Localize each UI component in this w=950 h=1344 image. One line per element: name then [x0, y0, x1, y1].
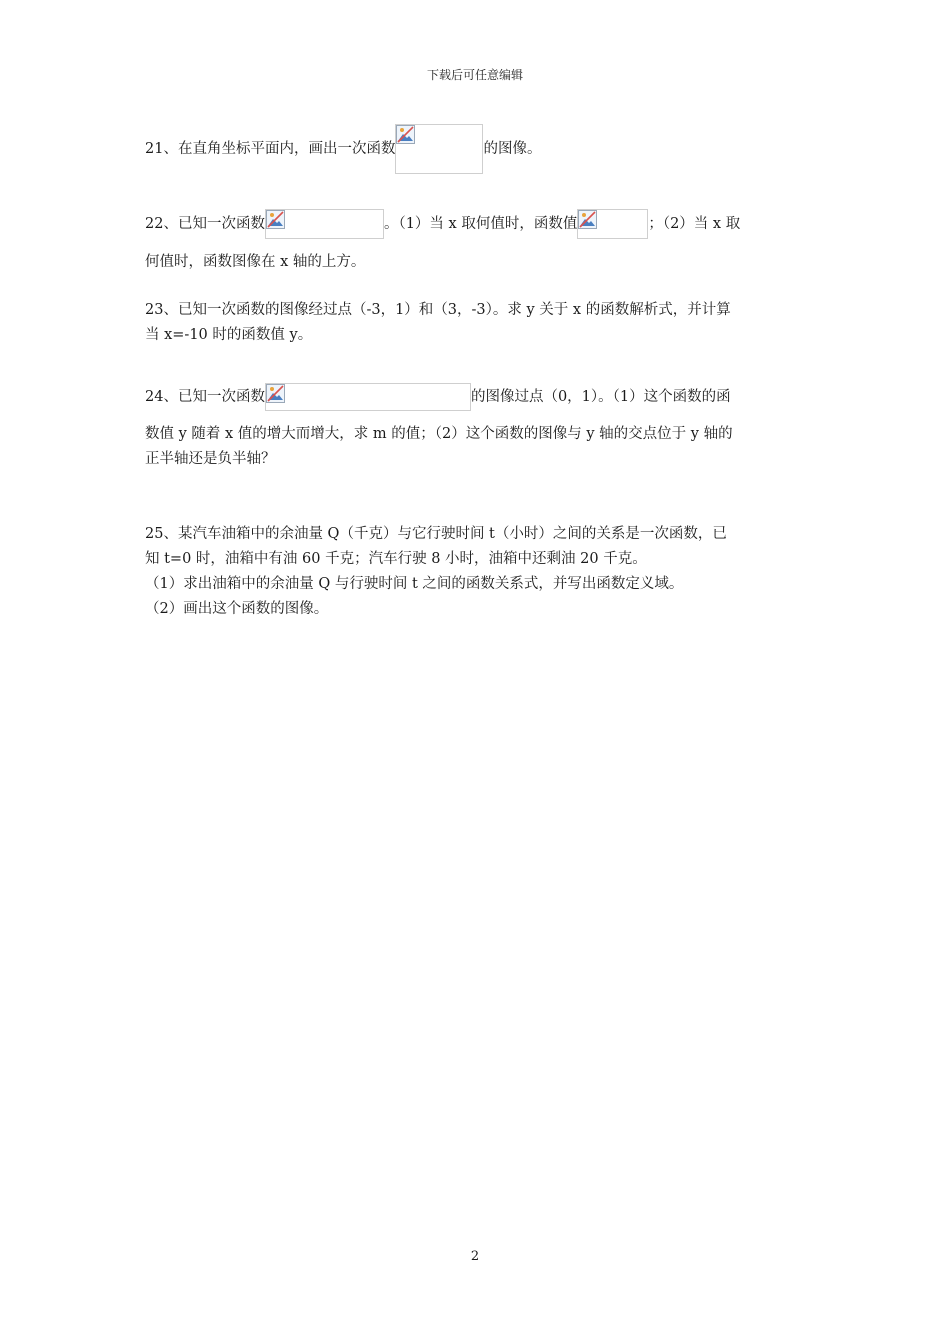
q22-line-2: 何值时，函数图像在 x 轴的上方。	[145, 254, 366, 270]
q25-line-4: （2）画出这个函数的图像。	[145, 601, 329, 617]
page-number: 2	[470, 1249, 480, 1264]
q25-line-3: （1）求出油箱中的余油量 Q 与行驶时间 t 之间的函数关系式，并写出函数定义域。	[145, 576, 684, 592]
q25-line-2: 知 t=0 时，油箱中有油 60 千克；汽车行驶 8 小时，油箱中还剩油 20 千克。	[145, 551, 647, 567]
question-24	[145, 383, 807, 472]
q21-formula-image	[395, 124, 483, 174]
q21-text-before: 21、在直角坐标平面内，画出一次函数	[145, 141, 396, 157]
broken-image-icon	[578, 210, 597, 229]
q24-line-2: 数值 y 随着 x 值的增大而增大，求 m 的值；（2）这个函数的图像与 y 轴的交点位于 y 轴的	[145, 426, 733, 442]
q22-text-mid: 。（1）当 x 取何值时，函数值	[383, 216, 578, 232]
q23-line-2: 当 x=-10 时的函数值 y。	[145, 327, 313, 343]
q24-formula-image	[265, 383, 471, 411]
q25-line-1: 25、某汽车油箱中的余油量 Q（千克）与它行驶时间 t（小时）之间的关系是一次函数，已	[145, 526, 727, 542]
q24-line-3: 正半轴还是负半轴？	[145, 451, 276, 467]
broken-image-icon	[266, 384, 285, 403]
q22-text-before: 22、已知一次函数	[145, 216, 265, 232]
broken-image-icon	[266, 210, 285, 229]
q21-text-after: 的图像。	[483, 141, 542, 157]
page-header: 下载后可任意编辑	[426, 68, 523, 82]
q24-text-before: 24、已知一次函数	[145, 389, 265, 405]
q23-line-1: 23、已知一次函数的图像经过点（-3，1）和（3，-3）。求 y 关于 x 的函数解析式，并计算	[145, 302, 731, 318]
question-22	[145, 209, 807, 275]
q22-condition-image	[577, 209, 648, 239]
broken-image-icon	[396, 125, 415, 144]
q24-text-after: 的图像过点（0，1）。（1）这个函数的函	[470, 389, 731, 405]
question-21	[145, 124, 807, 174]
question-25	[145, 522, 807, 622]
question-23	[145, 298, 807, 348]
q22-formula-image	[265, 209, 384, 239]
q22-text-after: ；（2）当 x 取	[648, 216, 741, 232]
